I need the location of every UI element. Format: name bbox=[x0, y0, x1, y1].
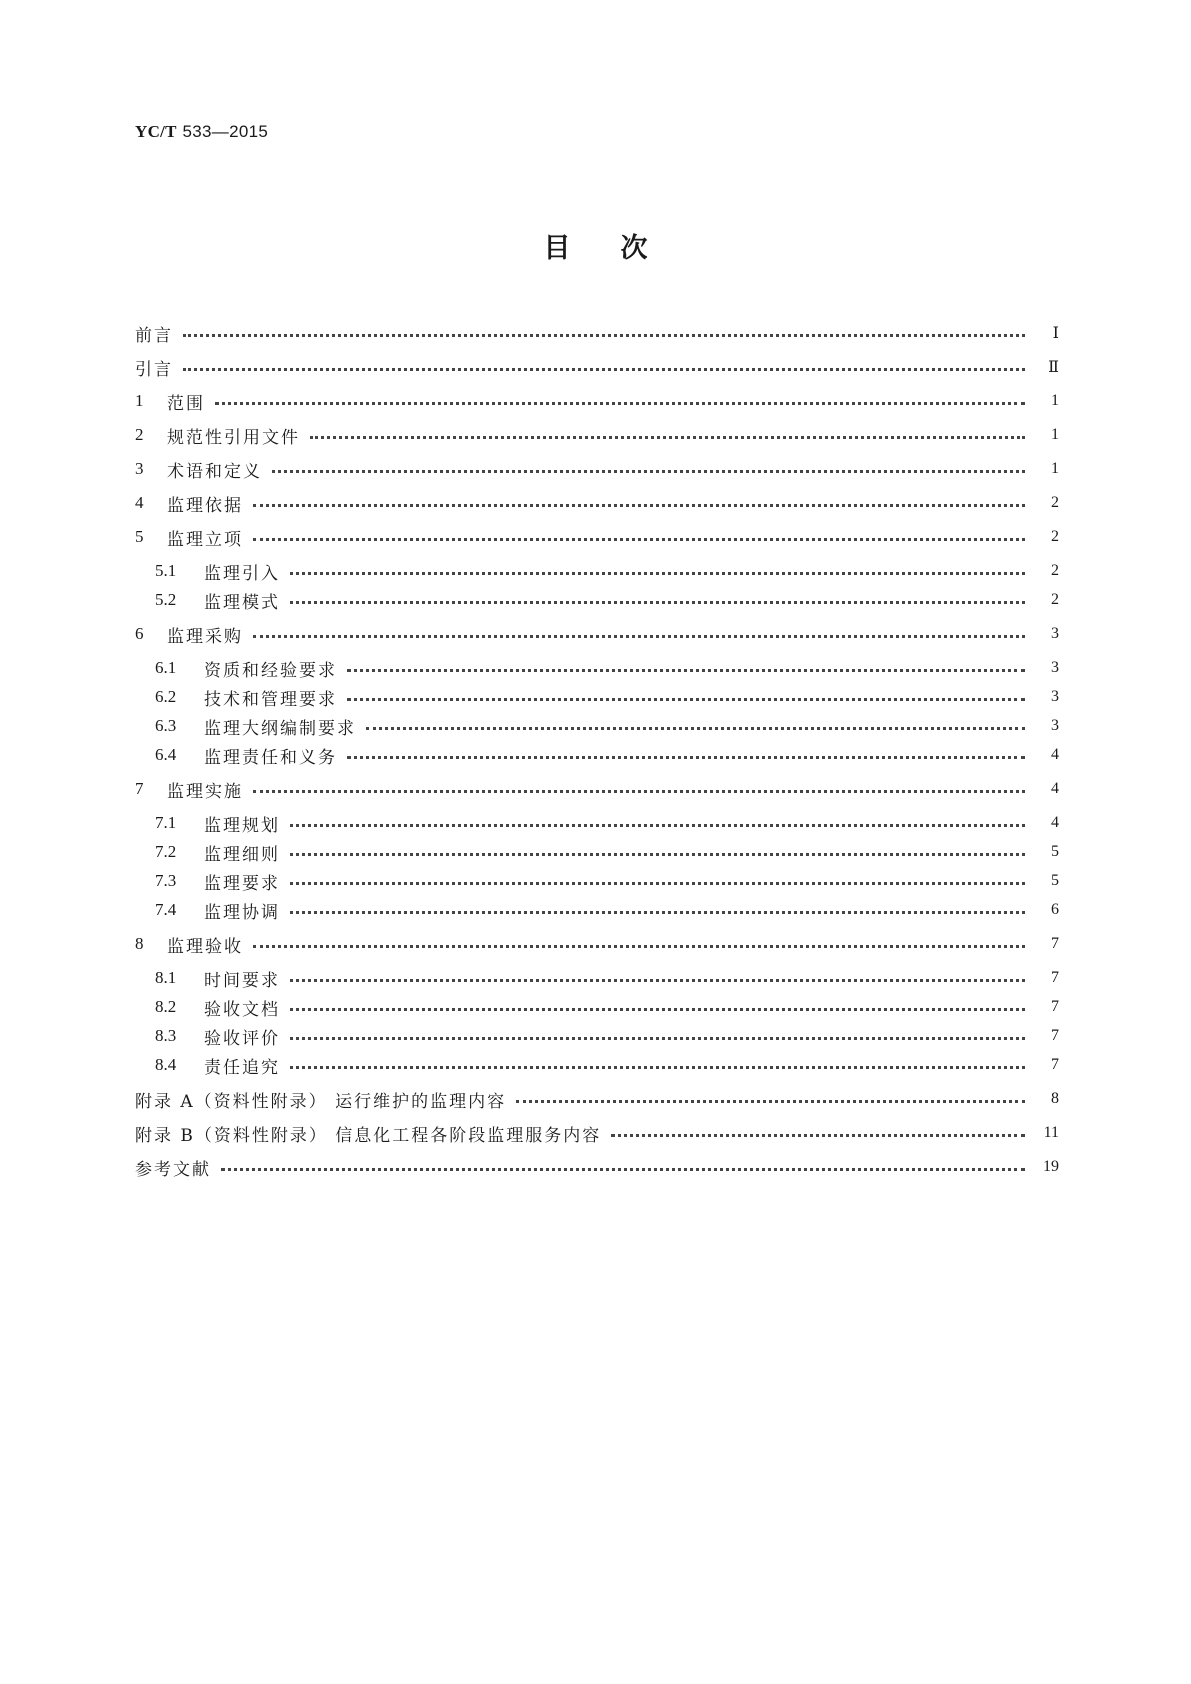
toc-entry-page: 7 bbox=[1051, 935, 1059, 952]
document-code-number: 533—2015 bbox=[182, 122, 269, 141]
toc-entry-8[interactable] bbox=[135, 931, 1059, 957]
toc-leader-dots bbox=[290, 911, 1025, 914]
toc-entry-page: 3 bbox=[1051, 625, 1059, 642]
toc-entry-label: 监理实施 bbox=[167, 781, 243, 802]
toc-entry-number: 3 bbox=[135, 459, 144, 478]
toc-entry-label: 参考文献 bbox=[135, 1159, 211, 1180]
toc-entry-2[interactable] bbox=[135, 422, 1059, 448]
toc-entry-page: 3 bbox=[1051, 717, 1059, 734]
toc-entry-page: 2 bbox=[1051, 562, 1059, 579]
toc-entry-4[interactable] bbox=[135, 490, 1059, 516]
document-code bbox=[135, 122, 268, 142]
toc-entry-8-4[interactable] bbox=[155, 1052, 1059, 1078]
toc-leader-dots bbox=[310, 436, 1025, 439]
toc-entry-page: 1 bbox=[1051, 426, 1059, 443]
toc-entry-number: 8 bbox=[135, 934, 144, 953]
toc-entry-label: 验收文档 bbox=[204, 999, 280, 1020]
toc-entry-number: 6.1 bbox=[155, 658, 177, 677]
toc-leader-dots bbox=[253, 790, 1025, 793]
toc-entry-number: 8.4 bbox=[155, 1055, 177, 1074]
toc-entry-number: 6 bbox=[135, 624, 144, 643]
toc-entry-label: 监理规划 bbox=[204, 815, 280, 836]
toc-leader-dots bbox=[366, 727, 1025, 730]
toc-entry-number: 8.1 bbox=[155, 968, 177, 987]
toc-entry-page: 3 bbox=[1051, 659, 1059, 676]
toc-entry-page: 4 bbox=[1051, 780, 1059, 797]
toc-entry-number: 7.4 bbox=[155, 900, 177, 919]
toc-entry-page: 19 bbox=[1043, 1158, 1059, 1175]
page-title: 目次 bbox=[543, 233, 698, 264]
toc-leader-dots bbox=[272, 470, 1025, 473]
toc-entry-1[interactable] bbox=[135, 388, 1059, 414]
toc-entry-number: 7.3 bbox=[155, 871, 177, 890]
toc-entry-page: 5 bbox=[1051, 872, 1059, 889]
toc-leader-dots bbox=[290, 1008, 1025, 1011]
toc-entry-introduction[interactable] bbox=[135, 354, 1059, 380]
toc-entry-page: 6 bbox=[1051, 901, 1059, 918]
toc-entry-label: 监理责任和义务 bbox=[204, 747, 337, 768]
toc-leader-dots bbox=[253, 504, 1025, 507]
toc-entry-label: 责任追究 bbox=[204, 1057, 280, 1078]
toc-leader-dots bbox=[290, 1066, 1025, 1069]
toc-leader-dots bbox=[611, 1134, 1025, 1137]
toc-entry-8-3[interactable] bbox=[155, 1023, 1059, 1049]
toc-entry-page: 1 bbox=[1051, 460, 1059, 477]
toc-entry-page: 7 bbox=[1051, 1027, 1059, 1044]
toc-entry-number: 8.2 bbox=[155, 997, 177, 1016]
toc-entry-6[interactable] bbox=[135, 621, 1059, 647]
toc-entry-number: 7.1 bbox=[155, 813, 177, 832]
toc-entry-label: 时间要求 bbox=[204, 970, 280, 991]
toc-entry-appendix-a[interactable] bbox=[135, 1086, 1059, 1112]
toc-entry-number: 6.4 bbox=[155, 745, 177, 764]
toc-entry-8-1[interactable] bbox=[155, 965, 1059, 991]
toc-leader-dots bbox=[290, 979, 1025, 982]
toc-entry-bibliography[interactable] bbox=[135, 1154, 1059, 1180]
toc-entry-page: 7 bbox=[1051, 969, 1059, 986]
toc-entry-label: 监理协调 bbox=[204, 902, 280, 923]
toc-entry-page: 7 bbox=[1051, 1056, 1059, 1073]
toc-entry-page: 1 bbox=[1051, 392, 1059, 409]
toc-entry-page: 4 bbox=[1051, 746, 1059, 763]
toc-entry-page: 7 bbox=[1051, 998, 1059, 1015]
toc-entry-page: 2 bbox=[1051, 494, 1059, 511]
toc-entry-page: 2 bbox=[1051, 528, 1059, 545]
toc-leader-dots bbox=[290, 853, 1025, 856]
toc-entry-5[interactable] bbox=[135, 524, 1059, 550]
toc-entry-5-1[interactable] bbox=[155, 558, 1059, 584]
toc-leader-dots bbox=[183, 368, 1025, 371]
toc-entry-number: 2 bbox=[135, 425, 144, 444]
toc-leader-dots bbox=[221, 1168, 1025, 1171]
toc-entry-7-1[interactable] bbox=[155, 810, 1059, 836]
toc-entry-label: 附录 B（资料性附录） 信息化工程各阶段监理服务内容 bbox=[135, 1125, 602, 1146]
toc-entry-label: 监理依据 bbox=[167, 495, 243, 516]
toc-leader-dots bbox=[516, 1100, 1025, 1103]
toc-entry-label: 术语和定义 bbox=[167, 461, 262, 482]
toc-entry-6-1[interactable] bbox=[155, 655, 1059, 681]
toc-entry-number: 6.3 bbox=[155, 716, 177, 735]
toc-leader-dots bbox=[290, 601, 1025, 604]
toc-leader-dots bbox=[183, 334, 1025, 337]
toc-entry-label: 监理细则 bbox=[204, 844, 280, 865]
toc-entry-number: 4 bbox=[135, 493, 144, 512]
toc-leader-dots bbox=[290, 882, 1025, 885]
toc-entry-page: 11 bbox=[1043, 1124, 1059, 1141]
toc-leader-dots bbox=[290, 824, 1025, 827]
toc-entry-label: 监理要求 bbox=[204, 873, 280, 894]
toc-entry-label: 验收评价 bbox=[204, 1028, 280, 1049]
toc-entry-label: 监理大纲编制要求 bbox=[204, 718, 356, 739]
toc-entry-label: 技术和管理要求 bbox=[204, 689, 337, 710]
toc-leader-dots bbox=[290, 572, 1025, 575]
toc-entry-label: 资质和经验要求 bbox=[204, 660, 337, 681]
toc-entry-6-2[interactable] bbox=[155, 684, 1059, 710]
toc-entry-page: 8 bbox=[1051, 1090, 1059, 1107]
toc-entry-label: 监理立项 bbox=[167, 529, 243, 550]
toc-leader-dots bbox=[253, 538, 1025, 541]
toc-entry-6-4[interactable] bbox=[155, 742, 1059, 768]
toc-leader-dots bbox=[347, 756, 1025, 759]
toc-entry-number: 5.1 bbox=[155, 561, 177, 580]
toc-entry-page: Ⅰ bbox=[1052, 325, 1059, 342]
toc-entry-label: 前言 bbox=[135, 325, 173, 346]
toc-leader-dots bbox=[253, 945, 1025, 948]
toc-leader-dots bbox=[215, 402, 1025, 405]
toc-entry-number: 5.2 bbox=[155, 590, 177, 609]
toc-entry-number: 6.2 bbox=[155, 687, 177, 706]
toc-entry-3[interactable] bbox=[135, 456, 1059, 482]
toc-entry-number: 7.2 bbox=[155, 842, 177, 861]
toc-entry-7-4[interactable] bbox=[155, 897, 1059, 923]
toc-entry-page: 4 bbox=[1051, 814, 1059, 831]
toc-entry-label: 监理验收 bbox=[167, 936, 243, 957]
toc-leader-dots bbox=[253, 635, 1025, 638]
toc-entry-number: 5 bbox=[135, 527, 144, 546]
toc-entry-page: 3 bbox=[1051, 688, 1059, 705]
toc-entry-label: 监理引入 bbox=[204, 563, 280, 584]
toc-entry-5-2[interactable] bbox=[155, 587, 1059, 613]
toc-entry-appendix-b[interactable] bbox=[135, 1120, 1059, 1146]
toc-entry-number: 1 bbox=[135, 391, 144, 410]
toc-entry-7-3[interactable] bbox=[155, 868, 1059, 894]
toc-entry-label: 范围 bbox=[167, 393, 205, 414]
toc-leader-dots bbox=[290, 1037, 1025, 1040]
toc-entry-page: 5 bbox=[1051, 843, 1059, 860]
toc-entry-7[interactable] bbox=[135, 776, 1059, 802]
toc-entry-label: 监理采购 bbox=[167, 626, 243, 647]
toc-entry-page: 2 bbox=[1051, 591, 1059, 608]
toc-entry-7-2[interactable] bbox=[155, 839, 1059, 865]
toc-entry-label: 引言 bbox=[135, 359, 173, 380]
toc-entry-6-3[interactable] bbox=[155, 713, 1059, 739]
toc-entry-label: 附录 A（资料性附录） 运行维护的监理内容 bbox=[135, 1091, 507, 1112]
document-code-prefix: YC/T bbox=[135, 122, 177, 141]
toc-entry-number: 8.3 bbox=[155, 1026, 177, 1045]
toc-entry-number: 7 bbox=[135, 779, 144, 798]
toc-leader-dots bbox=[347, 669, 1025, 672]
toc-entry-8-2[interactable] bbox=[155, 994, 1059, 1020]
toc-entry-label: 规范性引用文件 bbox=[167, 427, 300, 448]
toc-entry-page: Ⅱ bbox=[1048, 359, 1059, 376]
toc-entry-label: 监理模式 bbox=[204, 592, 280, 613]
toc-entry-foreword[interactable] bbox=[135, 320, 1059, 346]
toc-leader-dots bbox=[347, 698, 1025, 701]
